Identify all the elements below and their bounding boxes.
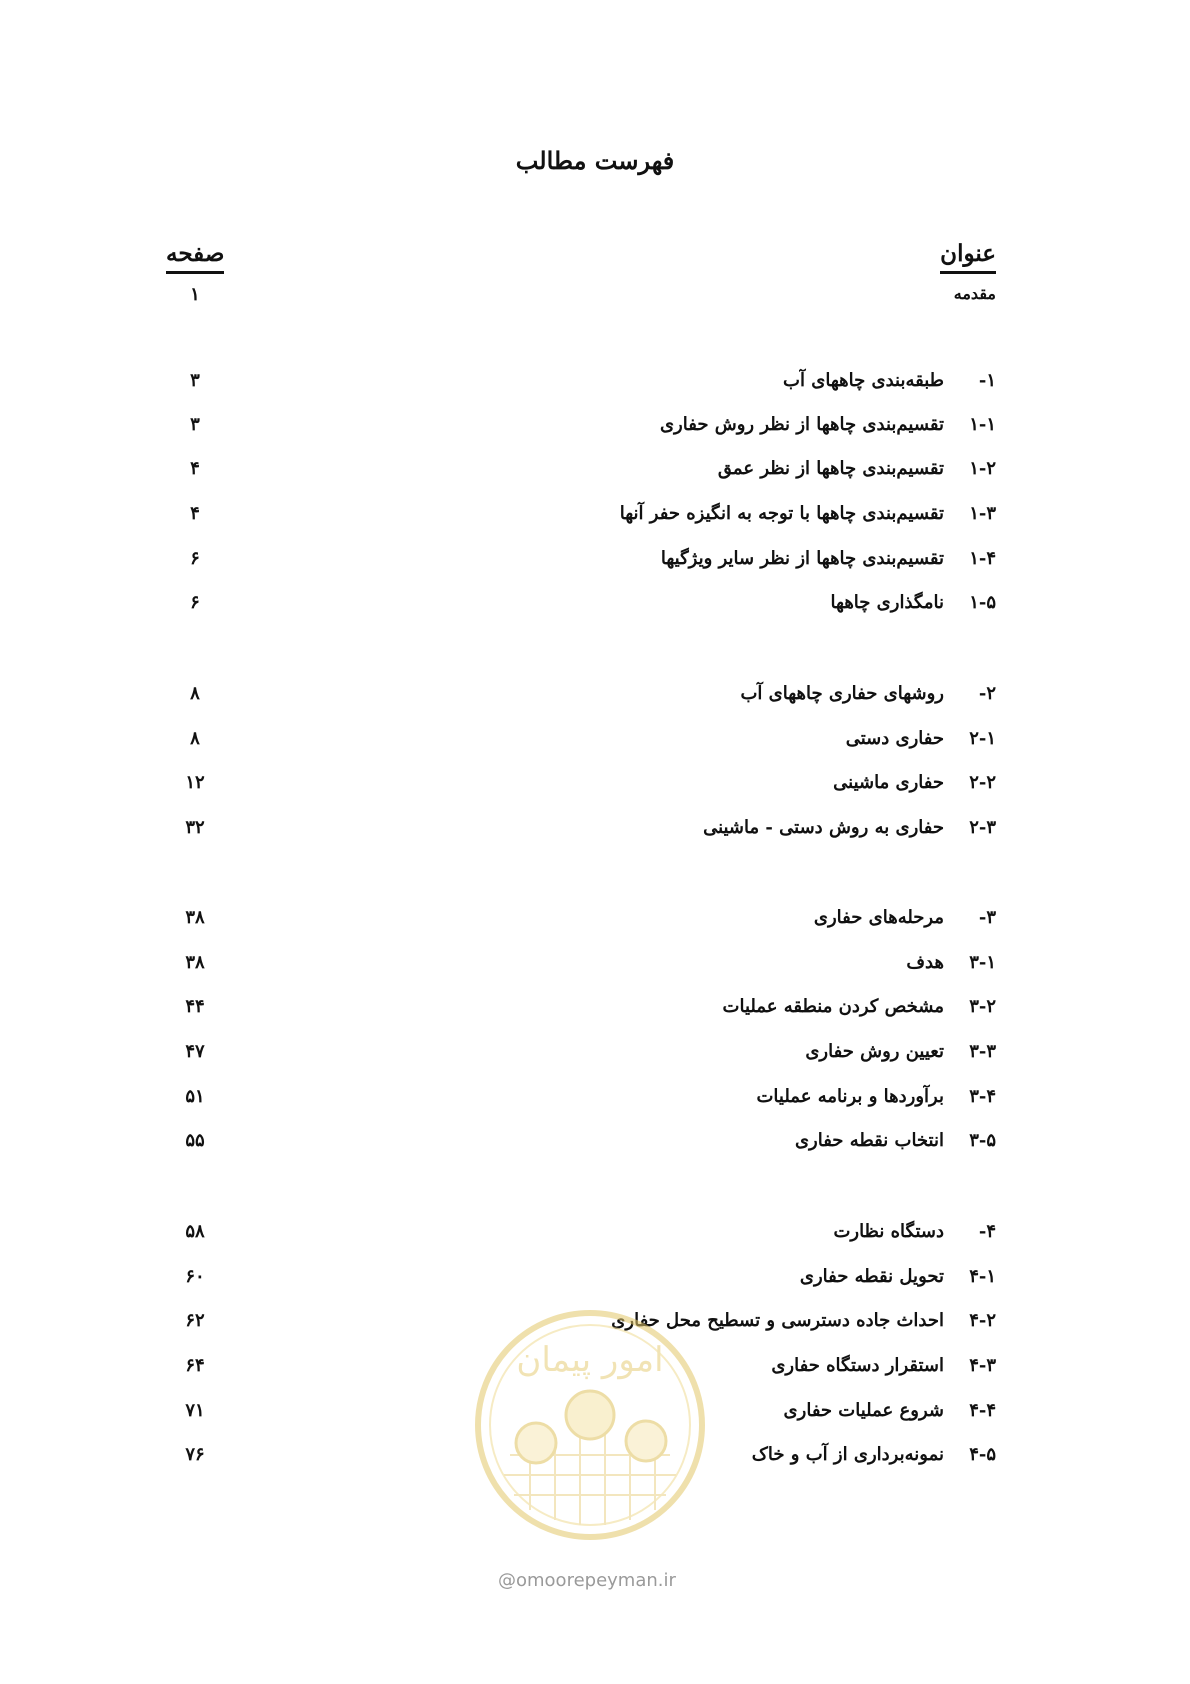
watermark-url: @omoorepeyman.ir [498, 1570, 676, 1591]
toc-row [0, 1444, 1190, 1480]
toc-entry-number: ۳-۱ [969, 952, 996, 973]
toc-row [0, 772, 1190, 808]
toc-entry-title: تقسیم‌بندی چاهها از نظر روش حفاری [659, 414, 944, 435]
toc-entry-number: ۴-۴ [969, 1400, 996, 1421]
toc-row-intro [0, 284, 1190, 320]
toc-entry-page: ۸ [190, 728, 200, 749]
toc-entry-title: احداث جاده دسترسی و تسطیح محل حفاری [611, 1310, 944, 1331]
toc-entry-number: ۱-۱ [969, 414, 996, 435]
toc-entry-number: ۳-۳ [969, 1041, 996, 1062]
toc-entry-title: شروع عملیات حفاری [783, 1400, 944, 1421]
toc-entry-number: ۲-۱ [969, 728, 996, 749]
toc-entry-title: تعیین روش حفاری [805, 1041, 944, 1062]
toc-row [0, 1041, 1190, 1077]
toc-row [0, 503, 1190, 539]
toc-entry-page: ۴ [190, 503, 200, 524]
toc-entry-page: ۳۲ [185, 817, 205, 838]
toc-entry-title: تحویل نقطه حفاری [799, 1266, 944, 1287]
toc-entry-number: ۲- [978, 683, 996, 704]
toc-entry-page: ۶۰ [185, 1266, 205, 1287]
toc-entry-title: مرحله‌های حفاری [813, 907, 944, 928]
toc-row [0, 1355, 1190, 1391]
toc-entry-page: ۳۸ [185, 907, 205, 928]
toc-entry-page: ۷۶ [185, 1444, 205, 1465]
toc-row [0, 1130, 1190, 1166]
toc-entry-title: هدف [906, 952, 944, 973]
toc-row [0, 548, 1190, 584]
toc-entry-page: ۱۲ [185, 772, 205, 793]
toc-entry-page: ۷۱ [185, 1400, 205, 1421]
toc-entry-number: ۴-۵ [969, 1444, 996, 1465]
toc-row [0, 728, 1190, 764]
toc-row [0, 817, 1190, 853]
toc-entry-number: ۳-۲ [969, 996, 996, 1017]
toc-row [0, 907, 1190, 943]
toc-row [0, 1086, 1190, 1122]
toc-row [0, 1310, 1190, 1346]
toc-entry-title: حفاری به روش دستی - ماشینی [703, 817, 944, 838]
toc-entry-number: ۳-۵ [969, 1130, 996, 1151]
toc-entry-title: دستگاه نظارت [833, 1221, 944, 1242]
toc-entry-title: طبقه‌بندی چاههای آب [783, 370, 944, 391]
toc-entry-page: ۴۷ [185, 1041, 205, 1062]
toc-entry-title: تقسیم‌بندی چاهها از نظر عمق [717, 458, 944, 479]
toc-entry-title: نامگذاری چاهها [830, 592, 944, 613]
toc-entry-page: ۶۴ [185, 1355, 205, 1376]
toc-entry-title: مشخص کردن منطقه عملیات [722, 996, 944, 1017]
toc-entry-number: ۱-۴ [969, 548, 996, 569]
page-column-header: صفحه [166, 240, 224, 274]
toc-entry-title: نمونه‌برداری از آب و خاک [751, 1444, 944, 1465]
toc-row [0, 414, 1190, 450]
toc-entry-page: ۴ [190, 458, 200, 479]
toc-entry-title: برآوردها و برنامه عملیات [756, 1086, 944, 1107]
toc-entry-page: ۳ [190, 414, 200, 435]
toc-entry-title: حفاری دستی [845, 728, 944, 749]
toc-entry-number: ۱-۳ [969, 503, 996, 524]
toc-entry-number: ۱- [978, 370, 996, 391]
toc-row [0, 458, 1190, 494]
toc-entry-title: انتخاب نقطه حفاری [794, 1130, 944, 1151]
title-column-header: عنوان [940, 240, 996, 274]
watermark-logo-text: امور پیمان [516, 1340, 664, 1380]
toc-entry-number: ۴- [978, 1221, 996, 1242]
toc-entry-page: ۶ [190, 548, 200, 569]
toc-row [0, 952, 1190, 988]
toc-entry-number: ۱-۵ [969, 592, 996, 613]
toc-entry-number: ۲-۲ [969, 772, 996, 793]
toc-row [0, 683, 1190, 719]
toc-entry-number: ۲-۳ [969, 817, 996, 838]
toc-row [0, 1400, 1190, 1436]
toc-entry-page: ۱ [190, 284, 200, 305]
toc-entry-number: ۱-۲ [969, 458, 996, 479]
toc-entry-number: ۳- [978, 907, 996, 928]
toc-entry-page: ۳۸ [185, 952, 205, 973]
toc-entry-number: ۳-۴ [969, 1086, 996, 1107]
toc-entry-number: ۴-۱ [969, 1266, 996, 1287]
toc-entry-page: ۵۱ [185, 1086, 205, 1107]
toc-entry-title: تقسیم‌بندی چاهها با توجه به انگیزه حفر آنها [619, 503, 944, 524]
toc-entry-number: ۴-۳ [969, 1355, 996, 1376]
toc-entry-title: مقدمه [953, 284, 996, 303]
toc-entry-page: ۵۸ [185, 1221, 205, 1242]
toc-entry-page: ۶۲ [185, 1310, 205, 1331]
toc-entry-page: ۳ [190, 370, 200, 391]
toc-row [0, 370, 1190, 406]
toc-row [0, 1221, 1190, 1257]
toc-row [0, 1266, 1190, 1302]
toc-entry-title: حفاری ماشینی [833, 772, 944, 793]
toc-entry-title: روشهای حفاری چاههای آب [740, 683, 944, 704]
toc-row [0, 996, 1190, 1032]
toc-entry-number: ۴-۲ [969, 1310, 996, 1331]
toc-entry-title: استقرار دستگاه حفاری [771, 1355, 944, 1376]
toc-entry-title: تقسیم‌بندی چاهها از نظر سایر ویژگیها [660, 548, 944, 569]
toc-entry-page: ۶ [190, 592, 200, 613]
page-title: فهرست مطالب [515, 146, 675, 175]
toc-row [0, 592, 1190, 628]
toc-entry-page: ۸ [190, 683, 200, 704]
toc-entry-page: ۴۴ [185, 996, 205, 1017]
toc-entry-page: ۵۵ [185, 1130, 205, 1151]
